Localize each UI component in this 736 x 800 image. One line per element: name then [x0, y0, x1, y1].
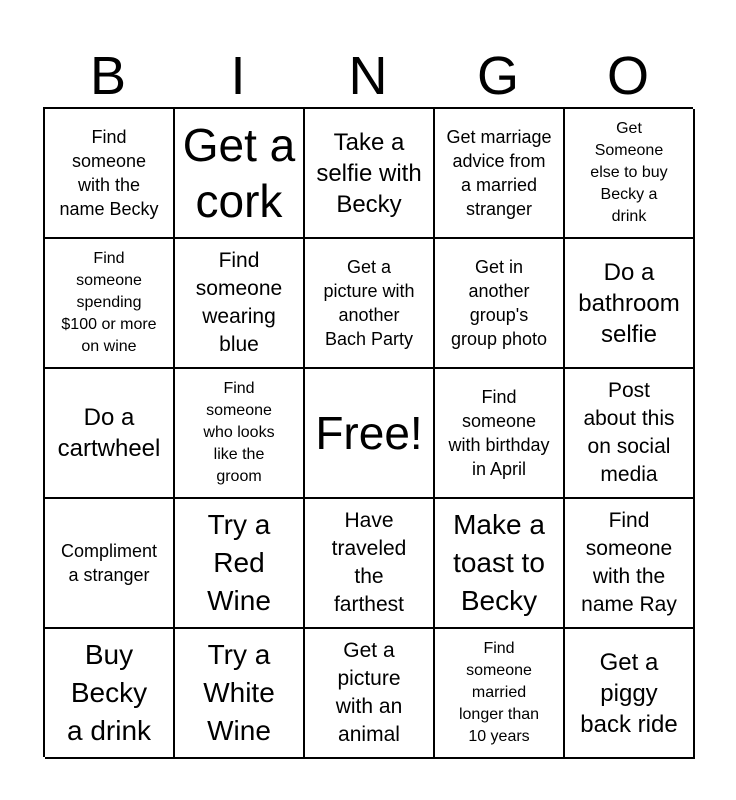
cell-text: Find someone married longer than 10 years: [458, 640, 540, 745]
cell-text: Do a cartwheel: [57, 404, 161, 462]
cell-text: Get a cork: [182, 119, 296, 227]
bingo-cell[interactable]: [45, 239, 175, 369]
cell-text: Get a picture with an animal: [335, 639, 403, 746]
cell-text: Buy Becky a drink: [66, 639, 152, 746]
bingo-cell[interactable]: [175, 239, 305, 369]
bingo-cell[interactable]: [565, 629, 695, 759]
bingo-cell[interactable]: [435, 629, 565, 759]
bingo-cell[interactable]: [435, 369, 565, 499]
bingo-cell[interactable]: [45, 369, 175, 499]
header-letter-g: G: [476, 46, 519, 106]
bingo-cell[interactable]: [565, 239, 695, 369]
bingo-cell[interactable]: [435, 239, 565, 369]
header-letter-b: B: [89, 46, 127, 106]
free-space-cell[interactable]: [305, 369, 435, 499]
bingo-cell[interactable]: [435, 109, 565, 239]
header-letter-n: N: [348, 46, 388, 106]
bingo-cell[interactable]: [565, 369, 695, 499]
cell-text: Find someone with the name Becky: [59, 127, 159, 219]
cell-text: Compliment a stranger: [60, 541, 158, 585]
bingo-header: [43, 44, 693, 108]
cell-text: Free!: [315, 407, 423, 459]
bingo-cell[interactable]: [305, 629, 435, 759]
cell-text: Find someone who looks like the groom: [203, 380, 275, 485]
cell-text: Find someone with birthday in April: [448, 387, 550, 479]
cell-text: Make a toast to Becky: [453, 509, 545, 616]
cell-text: Post about this on social media: [583, 379, 675, 486]
bingo-cell[interactable]: [305, 499, 435, 629]
header-letter-o: O: [606, 46, 649, 106]
bingo-cell[interactable]: [565, 499, 695, 629]
bingo-cell[interactable]: [45, 109, 175, 239]
cell-text: Get Someone else to buy Becky a drink: [590, 120, 668, 225]
bingo-card-grid: [43, 107, 693, 757]
bingo-cell[interactable]: [565, 109, 695, 239]
cell-text: Get a piggy back ride: [580, 648, 678, 738]
cell-text: Get in another group's group photo: [450, 257, 548, 349]
bingo-cell[interactable]: [45, 629, 175, 759]
bingo-cell[interactable]: [175, 109, 305, 239]
bingo-cell[interactable]: [305, 109, 435, 239]
bingo-cell[interactable]: [435, 499, 565, 629]
cell-text: Do a bathroom selfie: [578, 258, 680, 348]
header-letter-i: I: [230, 46, 246, 106]
cell-text: Try a White Wine: [203, 639, 275, 746]
cell-text: Get a picture with another Bach Party: [323, 257, 415, 349]
bingo-cell[interactable]: [175, 629, 305, 759]
bingo-cell[interactable]: [175, 369, 305, 499]
cell-text: Try a Red Wine: [207, 509, 271, 616]
cell-text: Find someone wearing blue: [195, 249, 283, 356]
cell-text: Get marriage advice from a married stranger: [446, 127, 552, 219]
bingo-cell[interactable]: [175, 499, 305, 629]
cell-text: Take a selfie with Becky: [316, 128, 422, 218]
cell-text: Find someone with the name Ray: [581, 509, 677, 616]
bingo-cell[interactable]: [305, 239, 435, 369]
bingo-cell[interactable]: [45, 499, 175, 629]
cell-text: Have traveled the farthest: [331, 509, 407, 616]
cell-text: Find someone spending $100 or more on wine: [61, 250, 157, 355]
